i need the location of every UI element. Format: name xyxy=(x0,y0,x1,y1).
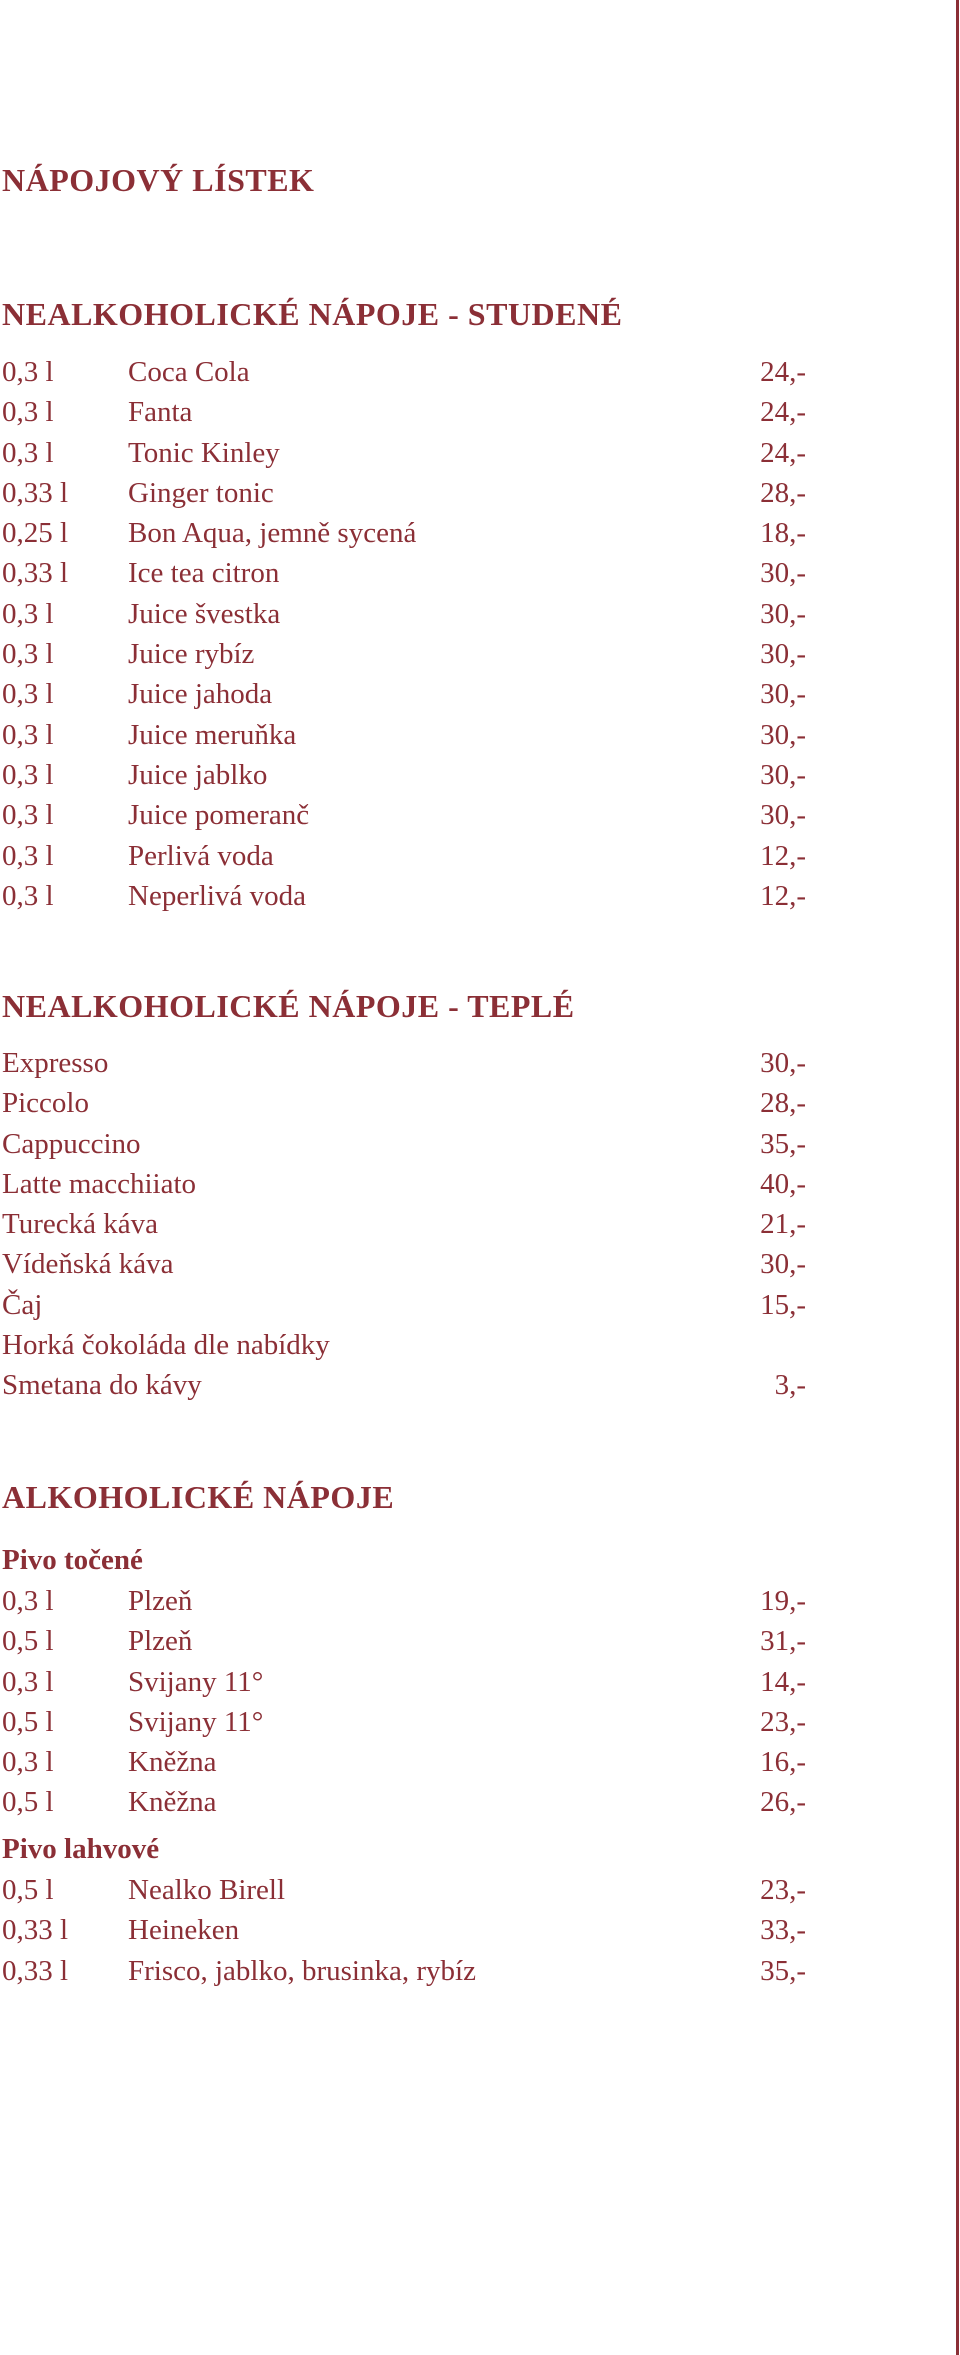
item-price: 28,- xyxy=(760,1087,806,1120)
item-price: 24,- xyxy=(760,436,806,469)
list-item xyxy=(0,1285,810,1325)
list-item xyxy=(0,1083,810,1123)
item-price: 12,- xyxy=(760,839,806,872)
item-name: Ginger tonic xyxy=(128,476,274,509)
item-volume: 0,3 l xyxy=(2,436,54,469)
subheading-bottled-beer: Pivo lahvové xyxy=(2,1833,160,1865)
item-name: Latte macchiiato xyxy=(2,1167,197,1200)
item-name: Cappuccino xyxy=(2,1127,141,1160)
list-item xyxy=(0,1581,810,1621)
item-price: 30,- xyxy=(760,597,806,630)
item-name: Frisco, jablko, brusinka, rybíz xyxy=(128,1954,476,1987)
item-name: Juice švestka xyxy=(128,597,281,630)
list-item xyxy=(0,1621,810,1661)
item-volume: 0,33 l xyxy=(2,476,69,509)
item-name: Tonic Kinley xyxy=(128,436,280,469)
item-name: Čaj xyxy=(2,1288,43,1321)
item-name: Perlivá voda xyxy=(128,839,274,872)
item-price: 30,- xyxy=(760,678,806,711)
item-name: Expresso xyxy=(2,1047,109,1079)
list-item xyxy=(0,1365,810,1405)
section-heading-hot: NEALKOHOLICKÉ NÁPOJE - TEPLÉ xyxy=(2,988,575,1024)
list-item xyxy=(0,1124,810,1164)
item-price: 16,- xyxy=(760,1746,806,1779)
item-price: 21,- xyxy=(760,1208,806,1241)
list-item xyxy=(0,876,810,916)
item-name: Neperlivá voda xyxy=(128,879,306,912)
item-volume: 0,3 l xyxy=(2,638,54,671)
item-name: Plzeň xyxy=(128,1585,193,1617)
list-item xyxy=(0,1910,810,1950)
item-price: 12,- xyxy=(760,879,806,912)
item-name: Vídeňská káva xyxy=(2,1248,174,1281)
list-item xyxy=(0,836,810,876)
list-item xyxy=(0,1702,810,1742)
item-name: Fanta xyxy=(128,396,193,429)
list-item xyxy=(0,473,810,513)
item-name: Ice tea citron xyxy=(128,557,280,590)
item-price: 40,- xyxy=(760,1167,806,1200)
item-name: Kněžna xyxy=(128,1746,217,1779)
list-item xyxy=(0,1951,810,1991)
item-volume: 0,5 l xyxy=(2,1705,54,1738)
item-name: Juice pomeranč xyxy=(128,799,310,832)
list-item xyxy=(0,795,810,835)
item-price: 30,- xyxy=(760,758,806,791)
item-volume: 0,3 l xyxy=(2,758,54,791)
list-item xyxy=(0,594,810,634)
item-volume: 0,5 l xyxy=(2,1625,54,1658)
item-volume: 0,3 l xyxy=(2,718,54,751)
list-item xyxy=(0,392,810,432)
item-price: 30,- xyxy=(760,799,806,832)
item-price: 35,- xyxy=(760,1954,806,1987)
item-volume: 0,3 l xyxy=(2,396,54,429)
item-name: Turecká káva xyxy=(2,1208,158,1241)
item-volume: 0,3 l xyxy=(2,799,54,832)
item-price: 3,- xyxy=(774,1369,806,1402)
list-item xyxy=(0,553,810,593)
bottled-beer-list xyxy=(0,1870,810,1991)
list-item xyxy=(0,634,810,674)
item-price: 30,- xyxy=(760,718,806,751)
item-volume: 0,33 l xyxy=(2,1954,69,1987)
item-volume: 0,5 l xyxy=(2,1786,54,1819)
item-price: 19,- xyxy=(760,1585,806,1617)
item-volume: 0,3 l xyxy=(2,597,54,630)
item-price: 31,- xyxy=(760,1625,806,1658)
list-item xyxy=(0,1244,810,1284)
item-name: Juice jablko xyxy=(128,758,268,791)
item-volume: 0,33 l xyxy=(2,557,69,590)
list-item xyxy=(0,1043,810,1083)
item-name: Nealko Birell xyxy=(128,1874,286,1906)
item-volume: 0,3 l xyxy=(2,839,54,872)
item-price: 23,- xyxy=(760,1705,806,1738)
list-item xyxy=(0,1662,810,1702)
item-name: Horká čokoláda dle nabídky xyxy=(2,1329,330,1362)
item-price: 33,- xyxy=(760,1914,806,1947)
draft-beer-list xyxy=(0,1581,810,1823)
list-item xyxy=(0,715,810,755)
item-volume: 0,33 l xyxy=(2,1914,69,1947)
item-volume: 0,3 l xyxy=(2,1665,54,1698)
item-volume: 0,3 l xyxy=(2,1746,54,1779)
item-volume: 0,5 l xyxy=(2,1874,54,1906)
item-volume: 0,3 l xyxy=(2,1585,54,1617)
list-item xyxy=(0,1742,810,1782)
item-price: 24,- xyxy=(760,356,806,388)
item-name: Svijany 11° xyxy=(128,1665,264,1698)
cold-drinks-list xyxy=(0,352,810,916)
hot-drinks-list xyxy=(0,1043,810,1406)
item-price: 30,- xyxy=(760,1248,806,1281)
item-name: Juice meruňka xyxy=(128,718,297,751)
item-price: 30,- xyxy=(760,638,806,671)
subheading-draft-beer: Pivo točené xyxy=(2,1544,143,1576)
item-name: Piccolo xyxy=(2,1087,89,1120)
item-name: Smetana do kávy xyxy=(2,1369,202,1402)
right-border-line xyxy=(956,0,959,2355)
list-item xyxy=(0,433,810,473)
item-price: 24,- xyxy=(760,396,806,429)
item-name: Svijany 11° xyxy=(128,1705,264,1738)
item-price: 23,- xyxy=(760,1874,806,1906)
item-name: Juice rybíz xyxy=(128,638,255,671)
list-item xyxy=(0,1204,810,1244)
list-item xyxy=(0,1870,810,1910)
item-volume: 0,25 l xyxy=(2,517,69,550)
section-heading-cold: NEALKOHOLICKÉ NÁPOJE - STUDENÉ xyxy=(2,296,623,332)
item-price: 30,- xyxy=(760,1047,806,1079)
list-item xyxy=(0,1325,810,1365)
item-volume: 0,3 l xyxy=(2,356,54,388)
item-price: 28,- xyxy=(760,476,806,509)
list-item xyxy=(0,352,810,392)
item-name: Coca Cola xyxy=(128,356,250,388)
list-item xyxy=(0,1164,810,1204)
item-volume: 0,3 l xyxy=(2,879,54,912)
page-title: NÁPOJOVÝ LÍSTEK xyxy=(2,162,315,198)
section-heading-alcohol: ALKOHOLICKÉ NÁPOJE xyxy=(2,1479,395,1515)
item-price: 26,- xyxy=(760,1786,806,1819)
list-item xyxy=(0,755,810,795)
item-price: 14,- xyxy=(760,1665,806,1698)
item-volume: 0,3 l xyxy=(2,678,54,711)
list-item xyxy=(0,513,810,553)
list-item xyxy=(0,1782,810,1822)
list-item xyxy=(0,674,810,714)
item-name: Heineken xyxy=(128,1914,240,1947)
item-price: 15,- xyxy=(760,1288,806,1321)
item-name: Kněžna xyxy=(128,1786,217,1819)
item-name: Juice jahoda xyxy=(128,678,273,711)
item-name: Bon Aqua, jemně sycená xyxy=(128,517,417,550)
item-price: 18,- xyxy=(760,517,806,550)
item-name: Plzeň xyxy=(128,1625,193,1658)
item-price: 30,- xyxy=(760,557,806,590)
item-price: 35,- xyxy=(760,1127,806,1160)
